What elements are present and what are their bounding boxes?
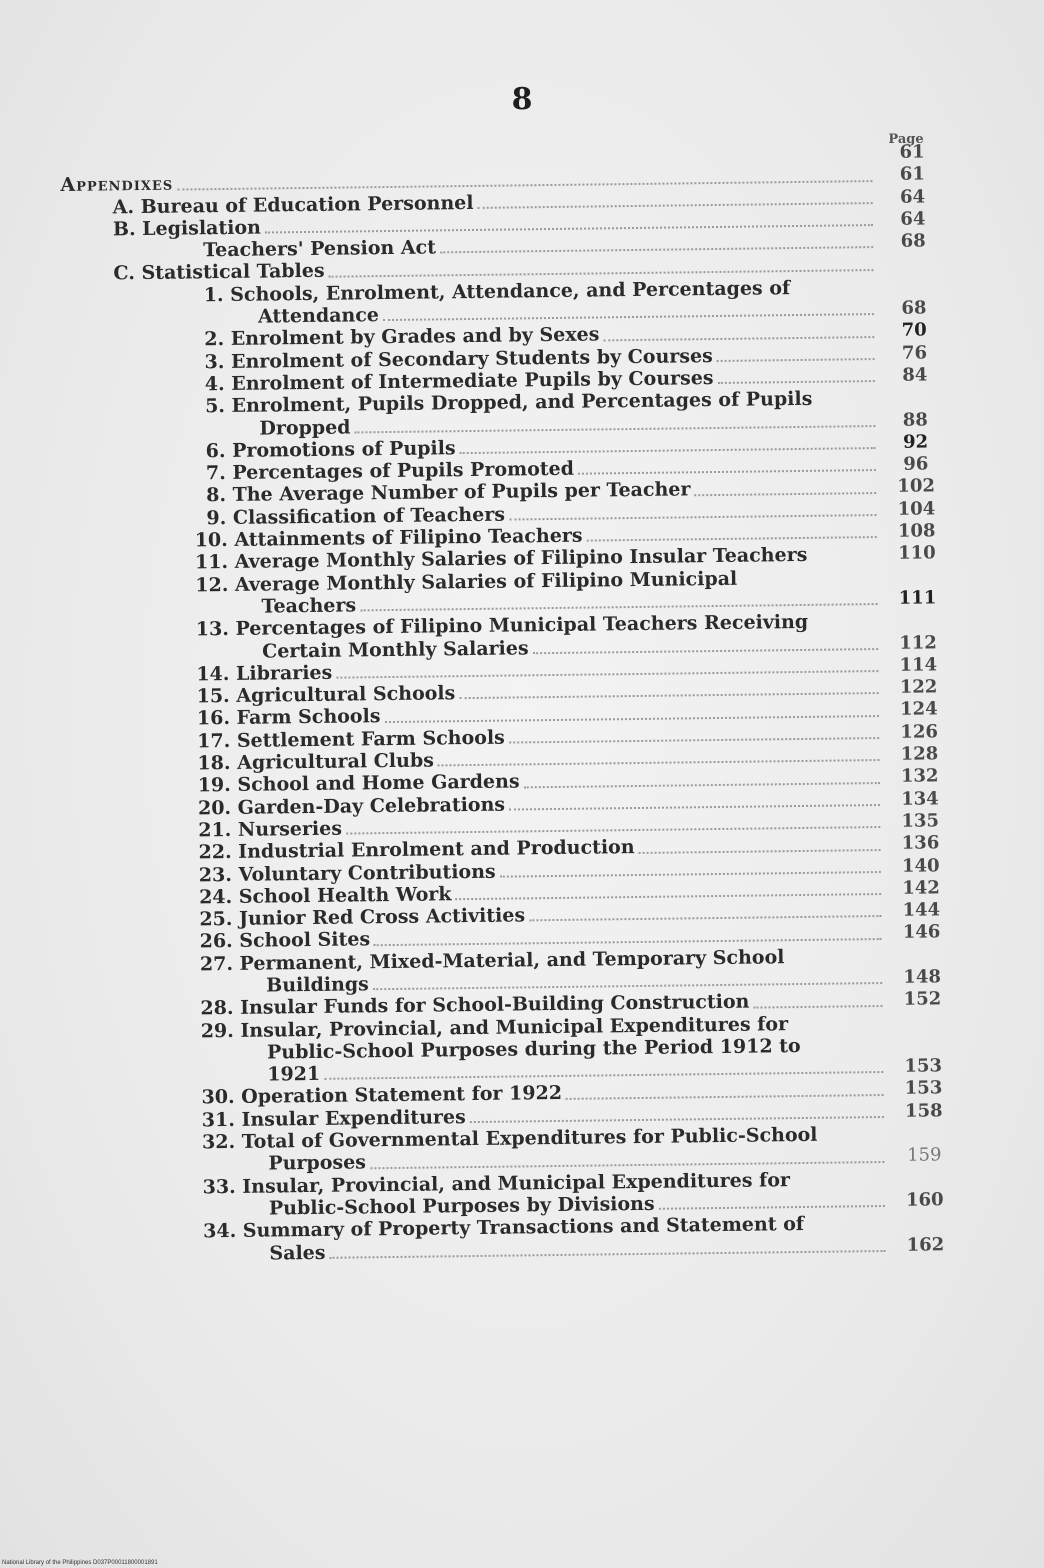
toc-entry-title: 29. Insular, Provincial, and Municipal Expenditures for <box>200 1012 789 1042</box>
dot-leader <box>639 849 881 854</box>
dot-leader <box>718 380 875 384</box>
toc-entry-page: 114 <box>899 654 938 676</box>
dot-leader <box>460 447 876 454</box>
toc-entry-page <box>896 1167 952 1168</box>
toc-entry-page: 76 <box>901 342 928 364</box>
toc-entry-title: 15. Agricultural Schools <box>196 682 456 708</box>
toc-entry-title: Buildings <box>266 973 369 997</box>
dot-leader <box>753 1005 882 1009</box>
archive-footer: National Library of the Philippines D037P00011800001891 <box>2 1560 158 1566</box>
dot-leader <box>470 1116 884 1123</box>
toc-entry-page: 148 <box>903 966 942 988</box>
toc-entry-page: 128 <box>900 743 939 765</box>
toc-entry-title: 19. School and Home Gardens <box>197 770 520 797</box>
dot-leader <box>455 893 881 900</box>
toc-entry-title: Attendance <box>257 304 380 328</box>
toc-entry-title: 20. Garden-Day Celebrations <box>197 793 506 819</box>
toc-entry-page: 102 <box>897 475 936 498</box>
toc-entry-page: 159 <box>907 1144 942 1167</box>
dot-leader <box>717 358 875 362</box>
toc-entry-page <box>896 1122 952 1123</box>
toc-entry-page <box>885 253 941 254</box>
toc-entry-title: 18. Agricultural Clubs <box>197 749 435 775</box>
toc-entry-title: 21. Nurseries <box>198 817 343 842</box>
page-number: 8 <box>511 82 533 117</box>
toc-entry-page: 68 <box>901 297 927 319</box>
toc-entry-title: 11. Average Monthly Salaries of Filipino Insular Teachers <box>194 544 808 574</box>
dot-leader <box>578 470 876 476</box>
toc-entry-page: 126 <box>900 721 939 743</box>
toc-entry-page: 146 <box>902 921 941 944</box>
toc-entry-title: 3. Enrolment of Secondary Students by Courses <box>204 344 713 373</box>
dot-leader <box>524 782 880 788</box>
toc-entry-page: 153 <box>904 1077 943 1100</box>
toc-entry-title: Appendixes <box>60 172 174 197</box>
toc-entry-page: 112 <box>899 631 937 654</box>
toc-entry-page: 68 <box>900 230 926 252</box>
dot-leader <box>500 871 881 878</box>
toc-entry-title: B. Legislation <box>112 216 262 241</box>
toc-entry-title: 1921 <box>267 1063 321 1086</box>
toc-entry-page <box>887 386 943 387</box>
toc-entry-title: C. Statistical Tables <box>113 260 325 285</box>
toc-entry-page: 132 <box>900 765 939 788</box>
toc-entry-page <box>889 565 945 566</box>
toc-entry-page: 158 <box>904 1100 943 1122</box>
dot-leader <box>510 514 877 520</box>
toc-entry-page: 110 <box>898 542 936 565</box>
dot-leader <box>330 1250 886 1259</box>
toc-entry-title: 31. Insular Expenditures <box>201 1105 466 1132</box>
toc-entry-title: Public-School Purposes during the Period 1912 to <box>266 1034 801 1064</box>
toc-entry-title: 14. Libraries <box>196 661 333 686</box>
toc-entry-title: 26. School Sites <box>199 928 371 953</box>
toc-entry-title: Certain Monthly Salaries <box>261 636 529 663</box>
dot-leader <box>529 915 881 921</box>
toc-entry-title: Teachers <box>261 594 357 618</box>
toc-entry-title: 13. Percentages of Filipino Municipal Teachers Receiving <box>195 611 809 641</box>
table-of-contents <box>60 141 954 1267</box>
toc-entry-title: 33. Insular, Provincial, and Municipal Expenditures for <box>202 1168 791 1198</box>
toc-entry-title: 1. Schools, Enrolment, Attendance, and Percentages of <box>203 276 791 307</box>
toc-entry-title: 5. Enrolment, Pupils Dropped, and Percentages of Pupils <box>204 388 813 418</box>
dot-leader <box>509 737 879 744</box>
toc-entry-title: 25. Junior Red Cross Activities <box>199 904 526 931</box>
toc-entry-title: 7. Percentages of Pupils Promoted <box>205 457 575 485</box>
toc-entry-page <box>890 609 946 610</box>
toc-entry-page: 88 <box>902 408 928 431</box>
toc-entry-page: 134 <box>901 787 939 810</box>
toc-entry-title: 6. Promotions of Pupils <box>205 437 456 463</box>
toc-entry-page <box>886 275 942 276</box>
toc-entry-page: 162 <box>906 1233 945 1256</box>
dot-leader <box>659 1205 885 1210</box>
toc-entry-page: 142 <box>902 877 940 899</box>
toc-entry-page: 92 <box>902 431 929 453</box>
toc-entry-title: 28. Insular Funds for School-Building Construction <box>200 990 750 1020</box>
dot-leader <box>385 715 879 723</box>
toc-entry-title: A. Bureau of Education Personnel <box>112 191 474 218</box>
page-column-header: Page <box>888 132 924 147</box>
toc-entry-page: 61 <box>899 163 925 186</box>
toc-entry-page: 108 <box>897 520 936 542</box>
dot-leader <box>533 648 878 654</box>
toc-entry-page: 122 <box>899 676 938 698</box>
dot-leader <box>566 1094 884 1100</box>
toc-entry-page: 104 <box>897 498 936 520</box>
toc-entry-title: 30. Operation Statement for 1922 <box>201 1082 563 1109</box>
toc-entry-title: 32. Total of Governmental Expenditures for Public-School <box>201 1123 818 1154</box>
toc-entry-title: 24. School Health Work <box>198 883 452 909</box>
toc-entry-title: 17. Settlement Farm Schools <box>197 726 505 753</box>
toc-entry-page: 96 <box>903 453 929 475</box>
toc-entry-page: 61 <box>899 141 925 163</box>
toc-entry-title: Dropped <box>259 416 351 440</box>
toc-entry-page: 64 <box>899 186 926 208</box>
toc-entry-title: 16. Farm Schools <box>196 705 381 730</box>
toc-entry-title: 12. Average Monthly Salaries of Filipino Municipal <box>195 567 738 597</box>
toc-entry-title: Public-School Purposes by Divisions <box>268 1192 655 1220</box>
toc-entry-page: 135 <box>901 810 940 832</box>
dot-leader <box>460 692 879 699</box>
dot-leader <box>587 536 877 542</box>
toc-entry-title: 27. Permanent, Mixed-Material, and Temporary School <box>199 945 785 976</box>
toc-entry-page: 160 <box>905 1189 944 1211</box>
toc-entry-page: 111 <box>898 587 937 609</box>
toc-entry-page <box>895 1011 951 1012</box>
toc-entry-page: 152 <box>903 988 942 1011</box>
toc-entry-page: 70 <box>901 319 927 342</box>
toc-entry-page: 124 <box>899 698 938 721</box>
toc-entry-page: 144 <box>902 899 941 921</box>
toc-entry-title: 4. Enrolment of Intermediate Pupils by Courses <box>204 367 714 396</box>
toc-entry-title: Teachers' Pension Act <box>203 236 437 262</box>
toc-entry-page: 140 <box>901 854 940 877</box>
dot-leader <box>383 313 874 321</box>
toc-entry-title: Purposes <box>268 1151 367 1175</box>
toc-entry-title: 2. Enrolment by Grades and by Sexes <box>204 323 600 351</box>
dot-leader <box>509 804 880 811</box>
toc-entry-title: 10. Attainments of Filipino Teachers <box>194 524 583 552</box>
dot-leader <box>438 759 880 766</box>
dot-leader <box>603 336 874 341</box>
toc-entry-page <box>894 944 950 945</box>
toc-entry-page: 136 <box>901 832 940 854</box>
toc-entry-title: Sales <box>269 1241 326 1265</box>
toc-entry-page <box>895 1033 951 1034</box>
toc-entry-title: 8. The Average Number of Pupils per Teacher <box>206 478 691 507</box>
dot-leader <box>694 492 876 496</box>
toc-entry-page <box>897 1211 953 1212</box>
toc-entry-page: 153 <box>904 1055 943 1077</box>
dot-leader <box>478 202 873 209</box>
toc-entry-title: 23. Voluntary Contributions <box>198 860 496 886</box>
toc-entry-title: 34. Summary of Property Transactions and Statement of <box>203 1213 805 1243</box>
toc-entry-page: 64 <box>900 208 926 230</box>
dot-leader <box>440 247 873 254</box>
toc-entry-title: 9. Classification of Teachers <box>206 503 506 529</box>
toc-entry-page: 84 <box>902 364 928 386</box>
toc-entry-title: 22. Industrial Enrolment and Production <box>198 836 635 864</box>
